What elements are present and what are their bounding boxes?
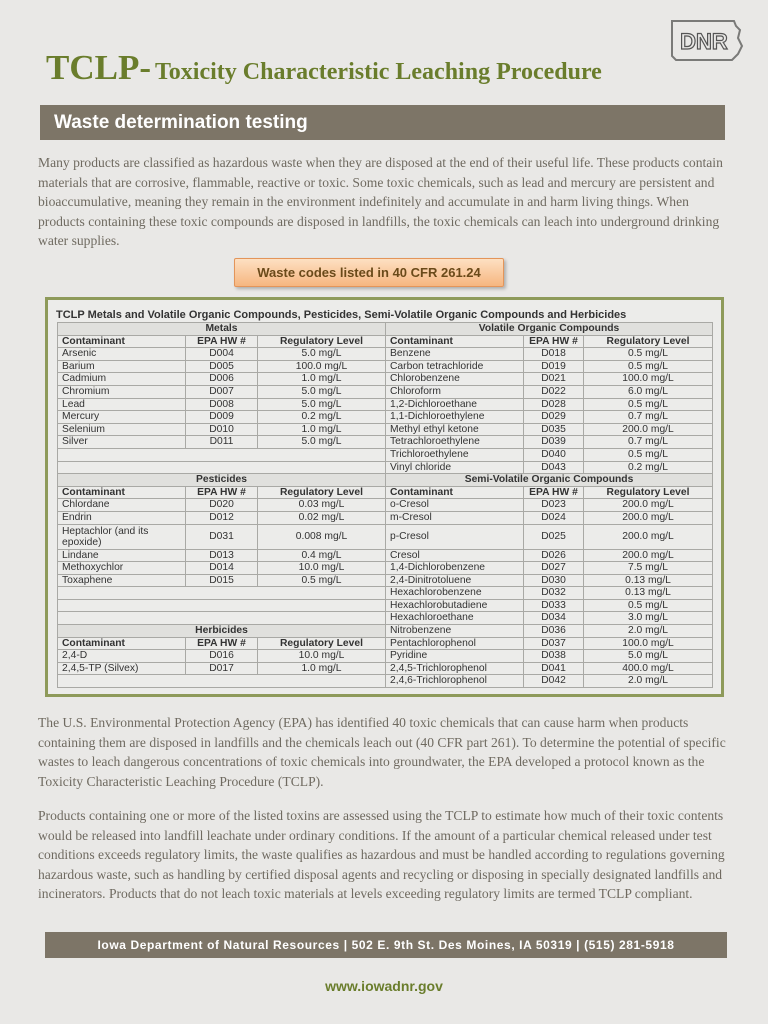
table-title: TCLP Metals and Volatile Organic Compounds, Pesticides, Semi-Volatile Organic Compounds and Herbicides [56, 309, 627, 321]
epa-code-cell: D025 [524, 524, 584, 549]
footer-bar: Iowa Department of Natural Resources | 502 E. 9th St. Des Moines, IA 50319 | (515) 281-5918 [45, 932, 727, 958]
contaminant-cell: Vinyl chloride [386, 461, 524, 474]
table-row [58, 637, 713, 650]
regulatory-level-cell: 5.0 mg/L [258, 436, 386, 449]
regulatory-level-cell: 2.0 mg/L [584, 675, 713, 688]
intro-paragraph: Many products are classified as hazardous waste when they are disposed at the end of their useful life. These products contain materials that are corrosive, flammable, reactive or toxic. Some toxic chemicals, such as lead and mercury are persistent and bioaccumulative, meaning they remain in the environment indefinitely and accumulate in and harm living things. When products containing these toxic compounds are disposed in landfills, the toxic chemicals can leach into underground drinking water supplies. [38, 155, 723, 248]
table-row [58, 411, 713, 424]
contaminant-cell: o-Cresol [386, 499, 524, 512]
waste-codes-button[interactable]: Waste codes listed in 40 CFR 261.24 [234, 258, 504, 287]
epa-code-cell: D004 [186, 348, 258, 361]
regulatory-level-cell: 100.0 mg/L [258, 360, 386, 373]
regulatory-level-cell: 10.0 mg/L [258, 650, 386, 663]
epa-code-cell: D016 [186, 650, 258, 663]
epa-code-cell: D008 [186, 398, 258, 411]
epa-code-cell: D043 [524, 461, 584, 474]
epa-code-cell: D039 [524, 436, 584, 449]
table-row [58, 423, 713, 436]
contaminant-cell: Benzene [386, 348, 524, 361]
regulatory-level-cell: 400.0 mg/L [584, 662, 713, 675]
regulatory-level-cell: 5.0 mg/L [258, 385, 386, 398]
table-row [58, 499, 713, 512]
column-header-row [58, 335, 713, 348]
epa-code-cell: D005 [186, 360, 258, 373]
table-row [58, 612, 713, 625]
table-row [58, 385, 713, 398]
contaminant-cell: 1,1-Dichloroethylene [386, 411, 524, 424]
contaminant-cell: Endrin [58, 511, 186, 524]
contaminant-cell: Toxaphene [58, 574, 186, 587]
section-header: Herbicides [58, 625, 386, 638]
contaminant-cell: Hexachloroethane [386, 612, 524, 625]
column-header-contaminant: Contaminant [386, 335, 524, 348]
column-header-contaminant: Contaminant [58, 486, 186, 499]
regulatory-level-cell: 0.5 mg/L [584, 599, 713, 612]
contaminant-cell: 1,4-Dichlorobenzene [386, 562, 524, 575]
column-header-level: Regulatory Level [584, 335, 713, 348]
title-abbreviation: TCLP- [46, 48, 151, 87]
contaminant-cell: 1,2-Dichloroethane [386, 398, 524, 411]
regulatory-level-cell: 0.2 mg/L [258, 411, 386, 424]
regulatory-level-cell: 0.13 mg/L [584, 587, 713, 600]
regulatory-level-cell: 5.0 mg/L [258, 398, 386, 411]
contaminant-cell: Chlorobenzene [386, 373, 524, 386]
column-header-contaminant: Contaminant [58, 335, 186, 348]
regulatory-level-cell: 5.0 mg/L [258, 348, 386, 361]
logo-text: DNR [680, 29, 728, 54]
epa-code-cell: D018 [524, 348, 584, 361]
contaminant-cell: m-Cresol [386, 511, 524, 524]
section-header: Volatile Organic Compounds [386, 323, 713, 336]
epa-code-cell: D024 [524, 511, 584, 524]
contaminant-cell: Hexachlorobenzene [386, 587, 524, 600]
epa-code-cell: D006 [186, 373, 258, 386]
page-title [46, 48, 602, 88]
contaminant-cell: Heptachlor (and its epoxide) [58, 524, 186, 549]
regulatory-level-cell: 0.4 mg/L [258, 549, 386, 562]
epa-code-cell: D009 [186, 411, 258, 424]
regulatory-level-cell: 0.5 mg/L [584, 398, 713, 411]
column-header-level: Regulatory Level [584, 486, 713, 499]
section-banner: Waste determination testing [40, 105, 725, 140]
contaminant-cell: Lindane [58, 549, 186, 562]
epa-code-cell: D027 [524, 562, 584, 575]
empty-cell [58, 612, 386, 625]
epa-code-cell: D028 [524, 398, 584, 411]
epa-paragraph: The U.S. Environmental Protection Agency (EPA) has identified 40 toxic chemicals that can cause harm when products containing them are disposed in landfills and the chemicals leach out (40 CFR part 261). To determine the potential of specific wastes to leach dangerous concentrations of toxic chemicals into groundwater, the EPA developed a protocol known as the Toxicity Characteristic Leaching Procedure (TCLP). [38, 715, 726, 789]
contaminant-cell: Chloroform [386, 385, 524, 398]
epa-code-cell: D036 [524, 625, 584, 638]
section-header-row [58, 474, 713, 487]
epa-code-cell: D031 [186, 524, 258, 549]
contaminant-cell: p-Cresol [386, 524, 524, 549]
table-row [58, 599, 713, 612]
table-row [58, 461, 713, 474]
contaminant-cell: Cresol [386, 549, 524, 562]
regulatory-level-cell: 200.0 mg/L [584, 524, 713, 549]
contaminant-cell: Chromium [58, 385, 186, 398]
contaminant-cell: Pentachlorophenol [386, 637, 524, 650]
regulatory-level-cell: 0.008 mg/L [258, 524, 386, 549]
table-row [58, 587, 713, 600]
column-header-epa: EPA HW # [186, 486, 258, 499]
contaminant-cell: Trichloroethylene [386, 448, 524, 461]
table-row [58, 562, 713, 575]
table-row [58, 398, 713, 411]
regulatory-level-cell: 6.0 mg/L [584, 385, 713, 398]
section-header: Metals [58, 323, 386, 336]
regulatory-level-cell: 1.0 mg/L [258, 423, 386, 436]
epa-code-cell: D037 [524, 637, 584, 650]
regulatory-level-cell: 2.0 mg/L [584, 625, 713, 638]
contaminant-cell: 2,4-Dinitrotoluene [386, 574, 524, 587]
contaminant-cell: Chlordane [58, 499, 186, 512]
epa-code-cell: D014 [186, 562, 258, 575]
column-header-row [58, 486, 713, 499]
contaminant-cell: Hexachlorobutadiene [386, 599, 524, 612]
epa-code-cell: D032 [524, 587, 584, 600]
contaminant-cell: 2,4-D [58, 650, 186, 663]
empty-cell [58, 599, 386, 612]
column-header-level: Regulatory Level [258, 335, 386, 348]
epa-code-cell: D015 [186, 574, 258, 587]
regulatory-level-cell: 200.0 mg/L [584, 423, 713, 436]
section-header: Semi-Volatile Organic Compounds [386, 474, 713, 487]
regulatory-level-cell: 3.0 mg/L [584, 612, 713, 625]
regulatory-level-cell: 5.0 mg/L [584, 650, 713, 663]
table-row [58, 360, 713, 373]
regulatory-level-cell: 200.0 mg/L [584, 499, 713, 512]
table-row [58, 662, 713, 675]
contaminant-cell: Methyl ethyl ketone [386, 423, 524, 436]
section-header: Pesticides [58, 474, 386, 487]
regulatory-level-cell: 100.0 mg/L [584, 373, 713, 386]
contaminant-cell: 2,4,5-TP (Silvex) [58, 662, 186, 675]
empty-cell [58, 587, 386, 600]
epa-code-cell: D012 [186, 511, 258, 524]
dnr-logo-icon [668, 18, 744, 64]
epa-code-cell: D030 [524, 574, 584, 587]
table-row [58, 549, 713, 562]
regulatory-level-cell: 1.0 mg/L [258, 662, 386, 675]
epa-code-cell: D041 [524, 662, 584, 675]
contaminant-cell: Carbon tetrachloride [386, 360, 524, 373]
empty-cell [58, 448, 386, 461]
epa-code-cell: D021 [524, 373, 584, 386]
epa-code-cell: D011 [186, 436, 258, 449]
contaminant-cell: Barium [58, 360, 186, 373]
empty-cell [58, 675, 386, 688]
regulatory-level-cell: 7.5 mg/L [584, 562, 713, 575]
epa-code-cell: D034 [524, 612, 584, 625]
table-row [58, 524, 713, 549]
section-header-row [58, 323, 713, 336]
regulatory-level-cell: 100.0 mg/L [584, 637, 713, 650]
table-row [58, 625, 713, 638]
epa-code-cell: D038 [524, 650, 584, 663]
table-row [58, 650, 713, 663]
epa-code-cell: D013 [186, 549, 258, 562]
contaminant-cell: Cadmium [58, 373, 186, 386]
contaminant-cell: Mercury [58, 411, 186, 424]
column-header-contaminant: Contaminant [386, 486, 524, 499]
table-row [58, 448, 713, 461]
regulatory-level-cell: 0.5 mg/L [584, 360, 713, 373]
epa-code-cell: D033 [524, 599, 584, 612]
assessment-paragraph: Products containing one or more of the listed toxins are assessed using the TCLP to estimate how much of their toxic contents would be released into landfill leachate under ordinary conditions. If the amount of a particular chemical released under test conditions exceeds regulatory limits, the waste qualifies as hazardous and must be handled according to regulations governing hazardous waste, such as handling by certified disposal agents and recycling or disposing in specially designated landfills and incinerators. Products that do not leach toxic materials at levels exceeding regulatory limits are termed TCLP compliant. [38, 808, 725, 901]
column-header-contaminant: Contaminant [58, 637, 186, 650]
title-full: Toxicity Characteristic Leaching Procedure [155, 59, 602, 85]
contaminant-cell: 2,4,5-Trichlorophenol [386, 662, 524, 675]
regulatory-level-cell: 200.0 mg/L [584, 511, 713, 524]
column-header-level: Regulatory Level [258, 486, 386, 499]
contaminant-cell: Nitrobenzene [386, 625, 524, 638]
website-link[interactable]: www.iowadnr.gov [325, 978, 443, 994]
contaminant-cell: Lead [58, 398, 186, 411]
regulatory-level-cell: 200.0 mg/L [584, 549, 713, 562]
regulatory-level-cell: 0.5 mg/L [584, 348, 713, 361]
regulatory-level-cell: 0.03 mg/L [258, 499, 386, 512]
regulatory-level-cell: 0.2 mg/L [584, 461, 713, 474]
epa-code-cell: D019 [524, 360, 584, 373]
regulatory-level-cell: 0.5 mg/L [584, 448, 713, 461]
table-row [58, 348, 713, 361]
regulatory-level-cell: 0.02 mg/L [258, 511, 386, 524]
epa-code-cell: D010 [186, 423, 258, 436]
contaminant-cell: Selenium [58, 423, 186, 436]
epa-code-cell: D020 [186, 499, 258, 512]
contaminant-cell: Arsenic [58, 348, 186, 361]
column-header-epa: EPA HW # [186, 637, 258, 650]
contaminant-cell: Tetrachloroethylene [386, 436, 524, 449]
table-row [58, 675, 713, 688]
contaminant-cell: Pyridine [386, 650, 524, 663]
regulatory-level-cell: 0.7 mg/L [584, 411, 713, 424]
epa-code-cell: D017 [186, 662, 258, 675]
regulatory-level-cell: 0.13 mg/L [584, 574, 713, 587]
epa-code-cell: D026 [524, 549, 584, 562]
column-header-level: Regulatory Level [258, 637, 386, 650]
empty-cell [58, 461, 386, 474]
contaminant-cell: Methoxychlor [58, 562, 186, 575]
column-header-epa: EPA HW # [186, 335, 258, 348]
contaminant-cell: 2,4,6-Trichlorophenol [386, 675, 524, 688]
epa-code-cell: D042 [524, 675, 584, 688]
column-header-epa: EPA HW # [524, 486, 584, 499]
contaminant-cell: Silver [58, 436, 186, 449]
epa-code-cell: D029 [524, 411, 584, 424]
epa-code-cell: D040 [524, 448, 584, 461]
column-header-epa: EPA HW # [524, 335, 584, 348]
regulatory-level-cell: 0.5 mg/L [258, 574, 386, 587]
epa-code-cell: D022 [524, 385, 584, 398]
table-row [58, 511, 713, 524]
regulatory-level-cell: 0.7 mg/L [584, 436, 713, 449]
regulatory-level-cell: 10.0 mg/L [258, 562, 386, 575]
epa-code-cell: D007 [186, 385, 258, 398]
table-row [58, 373, 713, 386]
epa-code-cell: D023 [524, 499, 584, 512]
tclp-table [57, 322, 713, 688]
regulatory-level-cell: 1.0 mg/L [258, 373, 386, 386]
table-row [58, 574, 713, 587]
table-row [58, 436, 713, 449]
epa-code-cell: D035 [524, 423, 584, 436]
